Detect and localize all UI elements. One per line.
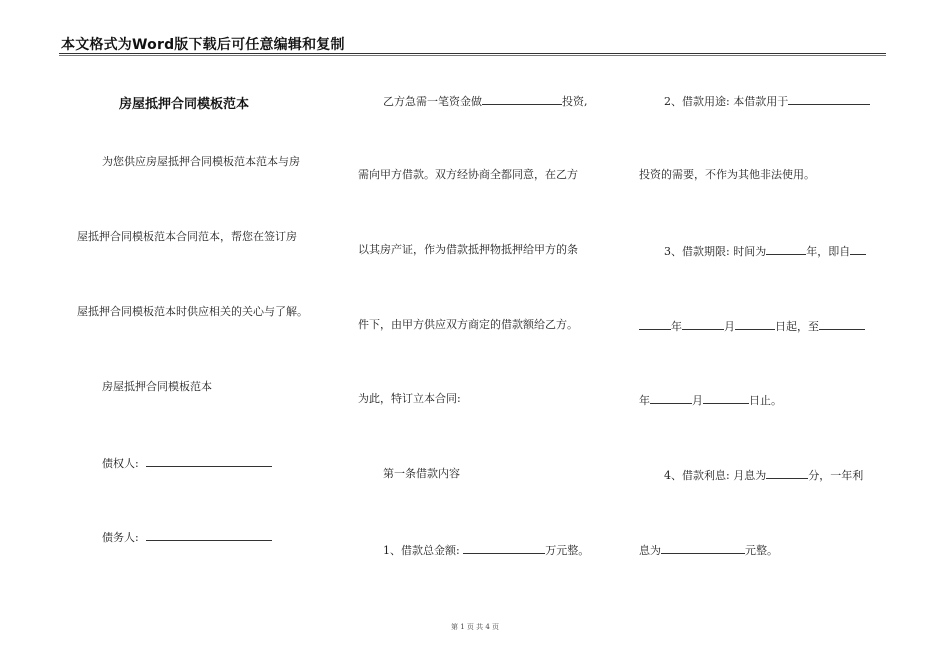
loan-amount-blank [463, 542, 545, 554]
section-heading: 第一条借款内容 [383, 467, 460, 480]
start-year-unit: 年 [671, 320, 682, 333]
header-rule [59, 53, 886, 54]
loan-amount-label: 1、借款总金额: [383, 544, 460, 557]
investment-blank [482, 93, 562, 105]
interest-blank [766, 467, 808, 479]
col2-line-1 [383, 93, 588, 109]
end-month-unit: 月 [692, 394, 703, 407]
creditor-blank [146, 455, 272, 467]
col3-line-3 [664, 243, 866, 259]
col1-line-2: 屋抵押合同模板范本合同范本，帮您在签订房 [77, 230, 297, 243]
interest-text: 分，一年利 [808, 469, 864, 482]
col3-line-2: 投资的需要，不作为其他非法使用。 [639, 168, 815, 181]
annual-interest-blank [661, 542, 745, 554]
col1-line-4: 房屋抵押合同模板范本 [102, 380, 212, 393]
interest-label: 4、借款利息: 月息为 [664, 469, 767, 482]
col1-line-1: 为您供应房屋抵押合同模板范本范本与房 [102, 155, 300, 168]
purpose-blank [788, 93, 870, 105]
col3-line-7 [639, 542, 778, 558]
end-day-unit: 日止。 [749, 394, 782, 407]
creditor-line [102, 455, 272, 471]
start-year-blank [850, 243, 866, 255]
debtor-line [102, 529, 272, 545]
term-label: 3、借款期限: 时间为 [664, 245, 767, 258]
debtor-blank [146, 529, 272, 541]
start-year-blank-2 [639, 318, 671, 330]
end-year-blank [819, 318, 865, 330]
annual-interest-label: 息为 [639, 544, 661, 557]
col2-line-4: 件下，由甲方供应双方商定的借款额给乙方。 [358, 318, 578, 331]
document-title: 房屋抵押合同模板范本 [119, 97, 250, 112]
col2-line-1-end: 投资, [562, 95, 588, 108]
start-month-blank [682, 318, 724, 330]
col2-line-2: 需向甲方借款。双方经协商全都同意，在乙方 [358, 168, 578, 181]
page-number: 第 1 页 共 4 页 [450, 623, 500, 631]
annual-interest-unit: 元整。 [745, 544, 778, 557]
start-day-blank [735, 318, 775, 330]
end-month-blank [650, 392, 692, 404]
purpose-label: 2、借款用途: 本借款用于 [664, 95, 789, 108]
col3-line-4 [639, 318, 865, 334]
col2-line-1-text: 乙方急需一笔资金做 [383, 95, 482, 108]
col3-line-5 [639, 392, 782, 408]
term-blank [766, 243, 806, 255]
end-year-unit: 年 [639, 394, 650, 407]
col2-line-5: 为此，特订立本合同: [358, 392, 461, 405]
col2-line-7 [383, 542, 589, 558]
creditor-label: 债权人: [102, 457, 139, 470]
loan-amount-unit: 万元整。 [545, 544, 590, 557]
debtor-label: 债务人: [102, 531, 139, 544]
start-day-unit: 日起，至 [775, 320, 819, 333]
col2-line-3: 以其房产证，作为借款抵押物抵押给甲方的条 [358, 243, 578, 256]
document-header: 本文格式为Word版下载后可任意编辑和复制 [61, 37, 345, 53]
term-text: 年，即自 [806, 245, 851, 258]
end-day-blank [703, 392, 749, 404]
col1-line-3: 屋抵押合同模板范本时供应相关的关心与了解。 [77, 305, 308, 318]
col3-line-1 [664, 93, 870, 109]
col3-line-6 [664, 467, 863, 483]
start-month-unit: 月 [724, 320, 735, 333]
header-rule-thin [59, 55, 886, 56]
